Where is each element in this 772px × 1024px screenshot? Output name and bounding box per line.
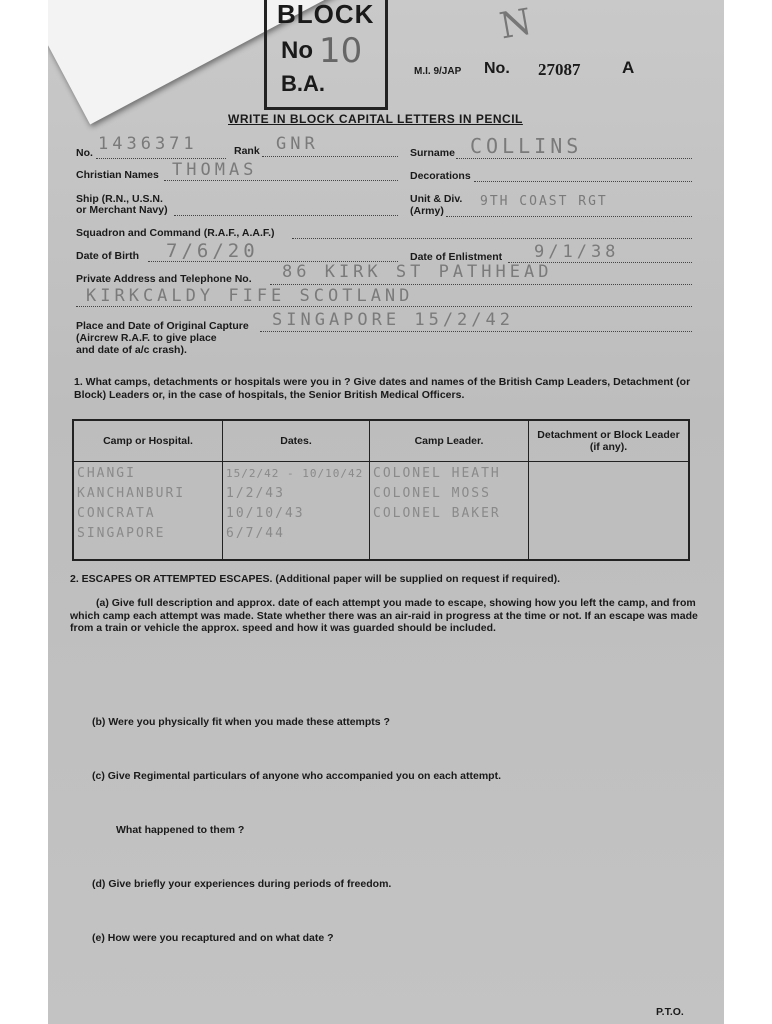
ship-line [174, 215, 398, 216]
christian-names-label: Christian Names [76, 169, 159, 181]
capture-label-3: and date of a/c crash). [76, 344, 187, 356]
detachment-column [529, 462, 690, 561]
camp-column [73, 462, 223, 561]
dates-column [223, 462, 370, 561]
header-detachment: Detachment or Block Leader (if any). [529, 420, 690, 462]
camp-entry: CHANGI [77, 466, 136, 481]
camp-entry: SINGAPORE [77, 526, 166, 541]
dob-value: 7/6/20 [166, 240, 259, 262]
decorations-line [474, 181, 692, 182]
question-2d: (d) Give briefly your experiences during periods of freedom. [92, 878, 392, 890]
enlistment-value: 9/1/38 [534, 242, 620, 262]
form-no-label: No. [484, 60, 510, 77]
form-suffix: A [622, 58, 635, 77]
surname-label: Surname [410, 147, 455, 159]
surname-value: COLLINS [470, 134, 583, 158]
address-line-1 [270, 284, 692, 285]
capture-value: SINGAPORE 15/2/42 [272, 310, 514, 330]
no-line [96, 158, 226, 159]
no-label: No. [76, 147, 93, 159]
pto-note: P.T.O. [656, 1006, 684, 1018]
block-stamp [264, 0, 388, 110]
unit-line [446, 216, 692, 217]
header-camp-leader: Camp Leader. [370, 420, 529, 462]
squadron-line [292, 238, 692, 239]
rank-line [262, 156, 398, 157]
leader-entry: COLONEL BAKER [373, 506, 501, 521]
address-value-2: KIRKCALDY FIFE SCOTLAND [86, 286, 414, 306]
header-dates: Dates. [223, 420, 370, 462]
question-2e: (e) How were you recaptured and on what date ? [92, 932, 334, 944]
question-2c-followup: What happened to them ? [116, 824, 245, 836]
table-header-row [73, 420, 689, 462]
form-code: M.I. 9/JAP [414, 66, 462, 77]
leader-column [370, 462, 529, 561]
no-value: 1436371 [98, 134, 198, 154]
date-entry: 15/2/42 - 10/10/42 [226, 467, 364, 480]
leader-entry: COLONEL HEATH [373, 466, 501, 481]
enlistment-label: Date of Enlistment [410, 251, 503, 263]
stamp-ba-text: B.A. [281, 71, 325, 96]
date-entry: 10/10/43 [226, 506, 305, 521]
date-entry: 6/7/44 [226, 526, 285, 541]
ship-label-2: or Merchant Navy) [76, 204, 168, 216]
question-1: 1. What camps, detachments or hospitals were you in ? Give dates and names of the British Camp Leaders, Detachment (or Block) Leaders or, in the case of hospitals, the Senior British Medical Officers. [74, 376, 691, 401]
unit-value: 9TH COAST RGT [480, 194, 608, 209]
rank-label: Rank [234, 145, 260, 157]
christian-names-value: THOMAS [172, 160, 258, 180]
surname-line [456, 158, 692, 159]
question-2c: (c) Give Regimental particulars of anyone who accompanied you on each attempt. [92, 770, 502, 782]
address-value-1: 86 KIRK ST PATHHEAD [282, 262, 553, 282]
question-2a: (a) Give full description and approx. date of each attempt you made to escape, showing how you left the camp, and from which camp each attempt was made. State whether there was an air-raid in progress at the time or not. If an escape was made from a train or vehicle the approx. speed and how it was guarded should be included. [70, 597, 698, 634]
christian-names-line [164, 180, 398, 181]
dob-label: Date of Birth [76, 250, 139, 262]
handwritten-top-mark: N [496, 1, 535, 48]
ship-label-1: Ship (R.N., U.S.N. [76, 193, 163, 205]
question-2: 2. ESCAPES OR ATTEMPTED ESCAPES. (Additional paper will be supplied on request if required). [70, 573, 561, 585]
rank-value: GNR [276, 134, 319, 154]
address-line-2 [76, 306, 692, 307]
form-header: WRITE IN BLOCK CAPITAL LETTERS IN PENCIL [228, 112, 523, 126]
camps-table [72, 419, 690, 561]
decorations-label: Decorations [410, 170, 471, 182]
address-label: Private Address and Telephone No. [76, 273, 252, 285]
capture-label-1: Place and Date of Original Capture [76, 320, 249, 332]
camp-entry: CONCRATA [77, 506, 156, 521]
question-2b: (b) Were you physically fit when you made these attempts ? [92, 716, 390, 728]
table-body-row [73, 462, 689, 561]
unit-label-2: (Army) [410, 205, 444, 217]
stamp-block-text: BLOCK [277, 0, 375, 29]
form-sheet [48, 0, 724, 1024]
camp-entry: KANCHANBURI [77, 486, 186, 501]
header-camp: Camp or Hospital. [73, 420, 223, 462]
capture-line [260, 331, 692, 332]
squadron-label: Squadron and Command (R.A.F., A.A.F.) [76, 227, 275, 239]
unit-label-1: Unit & Div. [410, 193, 463, 205]
leader-entry: COLONEL MOSS [373, 486, 491, 501]
stamp-number: 10 [319, 31, 363, 71]
date-entry: 1/2/43 [226, 486, 285, 501]
form-number: 27087 [538, 60, 581, 79]
capture-label-2: (Aircrew R.A.F. to give place [76, 332, 217, 344]
stamp-no-text: No [281, 37, 313, 64]
